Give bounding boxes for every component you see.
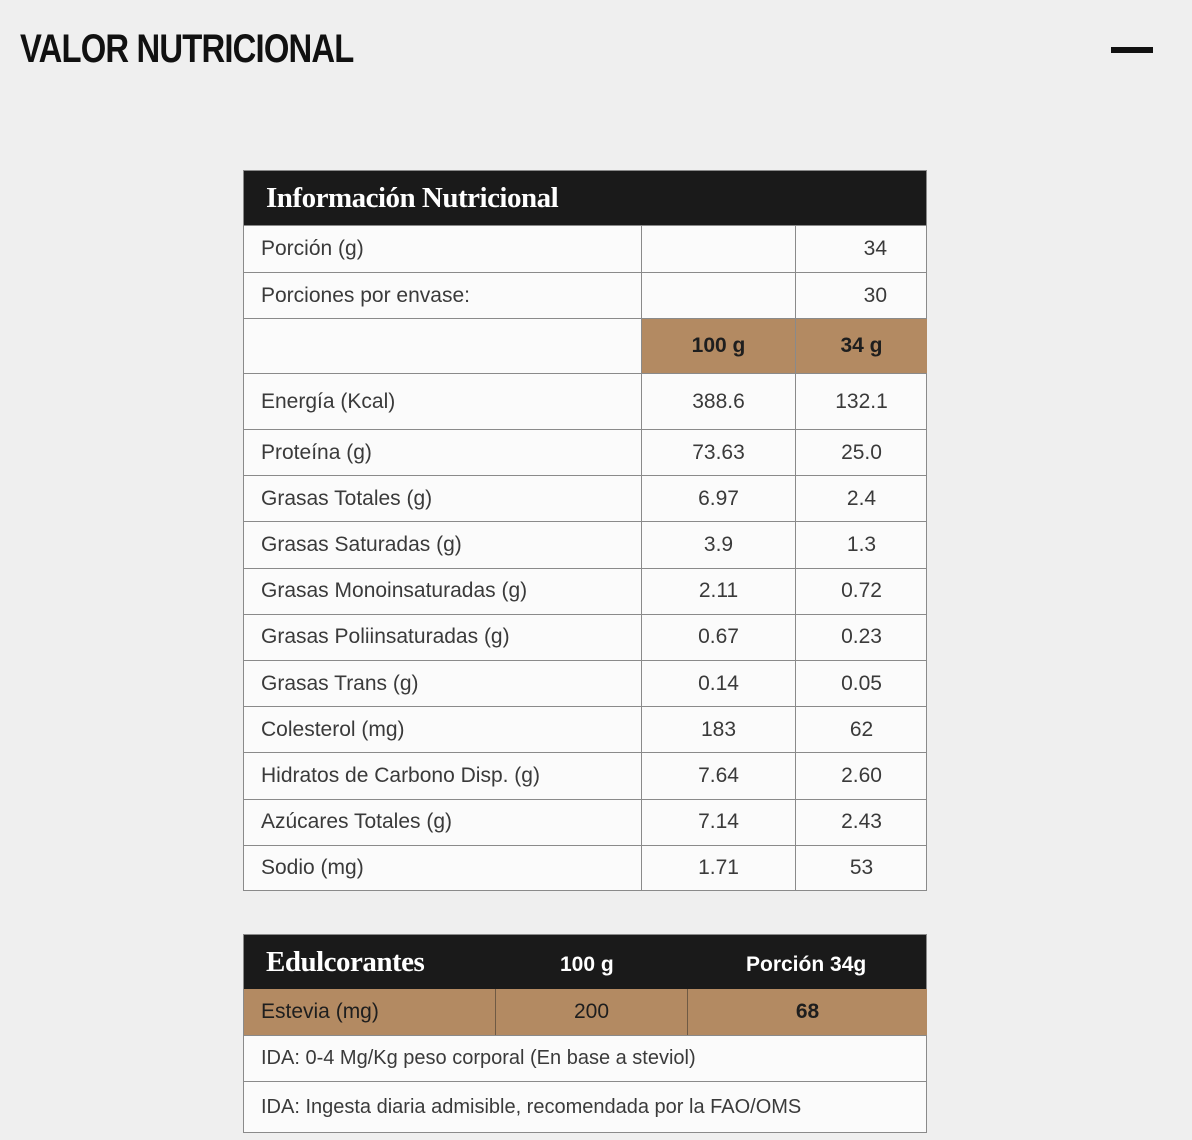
- nutrient-value-100g: 388.6: [641, 374, 795, 429]
- nutrient-value-serving: 0.05: [795, 661, 927, 706]
- nutrient-value-100g: 0.67: [641, 615, 795, 660]
- row-value: 34: [795, 226, 927, 272]
- column-header-serving: 34 g: [795, 319, 927, 373]
- row-label: Estevia (mg): [244, 989, 495, 1035]
- nutrient-label: Grasas Poliinsaturadas (g): [261, 625, 510, 649]
- row-label: Porciones por envase:: [261, 283, 470, 307]
- note-row: [244, 1035, 926, 1081]
- nutrient-value-100g: 7.14: [641, 800, 795, 845]
- nutrient-value-100g: 2.11: [641, 569, 795, 614]
- nutrient-row: [244, 521, 926, 567]
- note-text: IDA: 0-4 Mg/Kg peso corporal (En base a steviol): [261, 1047, 696, 1069]
- note-row: [244, 1081, 926, 1132]
- nutrient-row: [244, 373, 926, 429]
- minus-icon: [1111, 47, 1153, 53]
- nutrient-value-serving: 2.60: [795, 753, 927, 798]
- sweeteners-table-title: Edulcorantes: [266, 946, 425, 978]
- nutrient-value-serving: 0.23: [795, 615, 927, 660]
- servings-per-container-row: [244, 272, 926, 318]
- nutrient-value-100g: 6.97: [641, 476, 795, 521]
- nutrient-value-100g: 3.9: [641, 522, 795, 567]
- row-value-serving: 68: [687, 989, 927, 1035]
- column-header-serving: Porción 34g: [746, 953, 867, 976]
- nutrient-label: Hidratos de Carbono Disp. (g): [261, 763, 540, 787]
- nutrient-value-serving: 2.4: [795, 476, 927, 521]
- nutrient-label: Sodio (mg): [261, 856, 364, 880]
- sweeteners-table: [243, 934, 927, 1133]
- nutrient-value-100g: 183: [641, 707, 795, 752]
- section-header[interactable]: [0, 0, 1192, 100]
- row-label: Porción (g): [261, 237, 364, 260]
- nutrient-label: Grasas Trans (g): [261, 671, 419, 695]
- nutrient-label: Colesterol (mg): [261, 717, 405, 741]
- nutrient-label: Azúcares Totales (g): [261, 810, 453, 834]
- row-value-100g: 200: [495, 989, 687, 1035]
- nutrient-value-serving: 62: [795, 707, 927, 752]
- nutrient-row: [244, 614, 926, 660]
- nutrient-row: [244, 660, 926, 706]
- nutrient-row: [244, 799, 926, 845]
- nutrient-label: Grasas Totales (g): [261, 486, 433, 510]
- nutrition-table: [243, 170, 927, 891]
- section-title: VALOR NUTRICIONAL: [20, 27, 354, 71]
- row-empty-cell: [641, 226, 795, 272]
- row-value: 30: [795, 273, 927, 318]
- nutrient-value-100g: 7.64: [641, 753, 795, 798]
- nutrition-table-title: Información Nutricional: [266, 182, 559, 214]
- nutrient-value-100g: 1.71: [641, 846, 795, 891]
- nutrient-value-100g: 73.63: [641, 430, 795, 475]
- nutrient-value-serving: 132.1: [795, 374, 927, 429]
- nutrient-value-serving: 53: [795, 846, 927, 891]
- nutrient-row: [244, 475, 926, 521]
- nutrient-row: [244, 429, 926, 475]
- nutrient-value-100g: 0.14: [641, 661, 795, 706]
- nutrient-row: [244, 752, 926, 798]
- nutrient-value-serving: 0.72: [795, 569, 927, 614]
- row-empty-cell: [641, 273, 795, 318]
- column-header-empty: [244, 319, 641, 373]
- stevia-row: [244, 989, 926, 1035]
- nutrition-table-header: [244, 171, 926, 225]
- nutrient-rows: [244, 373, 926, 891]
- note-text: IDA: Ingesta diaria admisible, recomendada por la FAO/OMS: [261, 1095, 802, 1118]
- column-header-100g: 100 g: [560, 953, 614, 976]
- column-header-100g: 100 g: [641, 319, 795, 373]
- nutrient-label: Energía (Kcal): [261, 389, 396, 413]
- collapse-button[interactable]: [1104, 36, 1160, 66]
- nutrient-row: [244, 568, 926, 614]
- nutrient-row: [244, 706, 926, 752]
- nutrient-value-serving: 2.43: [795, 800, 927, 845]
- nutrient-label: Grasas Monoinsaturadas (g): [261, 579, 528, 603]
- nutrient-value-serving: 25.0: [795, 430, 927, 475]
- sweeteners-table-header: [244, 935, 926, 989]
- nutrient-row: [244, 845, 926, 891]
- nutrient-value-serving: 1.3: [795, 522, 927, 567]
- nutrient-label: Proteína (g): [261, 440, 372, 464]
- serving-size-row: [244, 225, 926, 272]
- nutrient-label: Grasas Saturadas (g): [261, 532, 462, 556]
- column-header-row: [244, 318, 926, 373]
